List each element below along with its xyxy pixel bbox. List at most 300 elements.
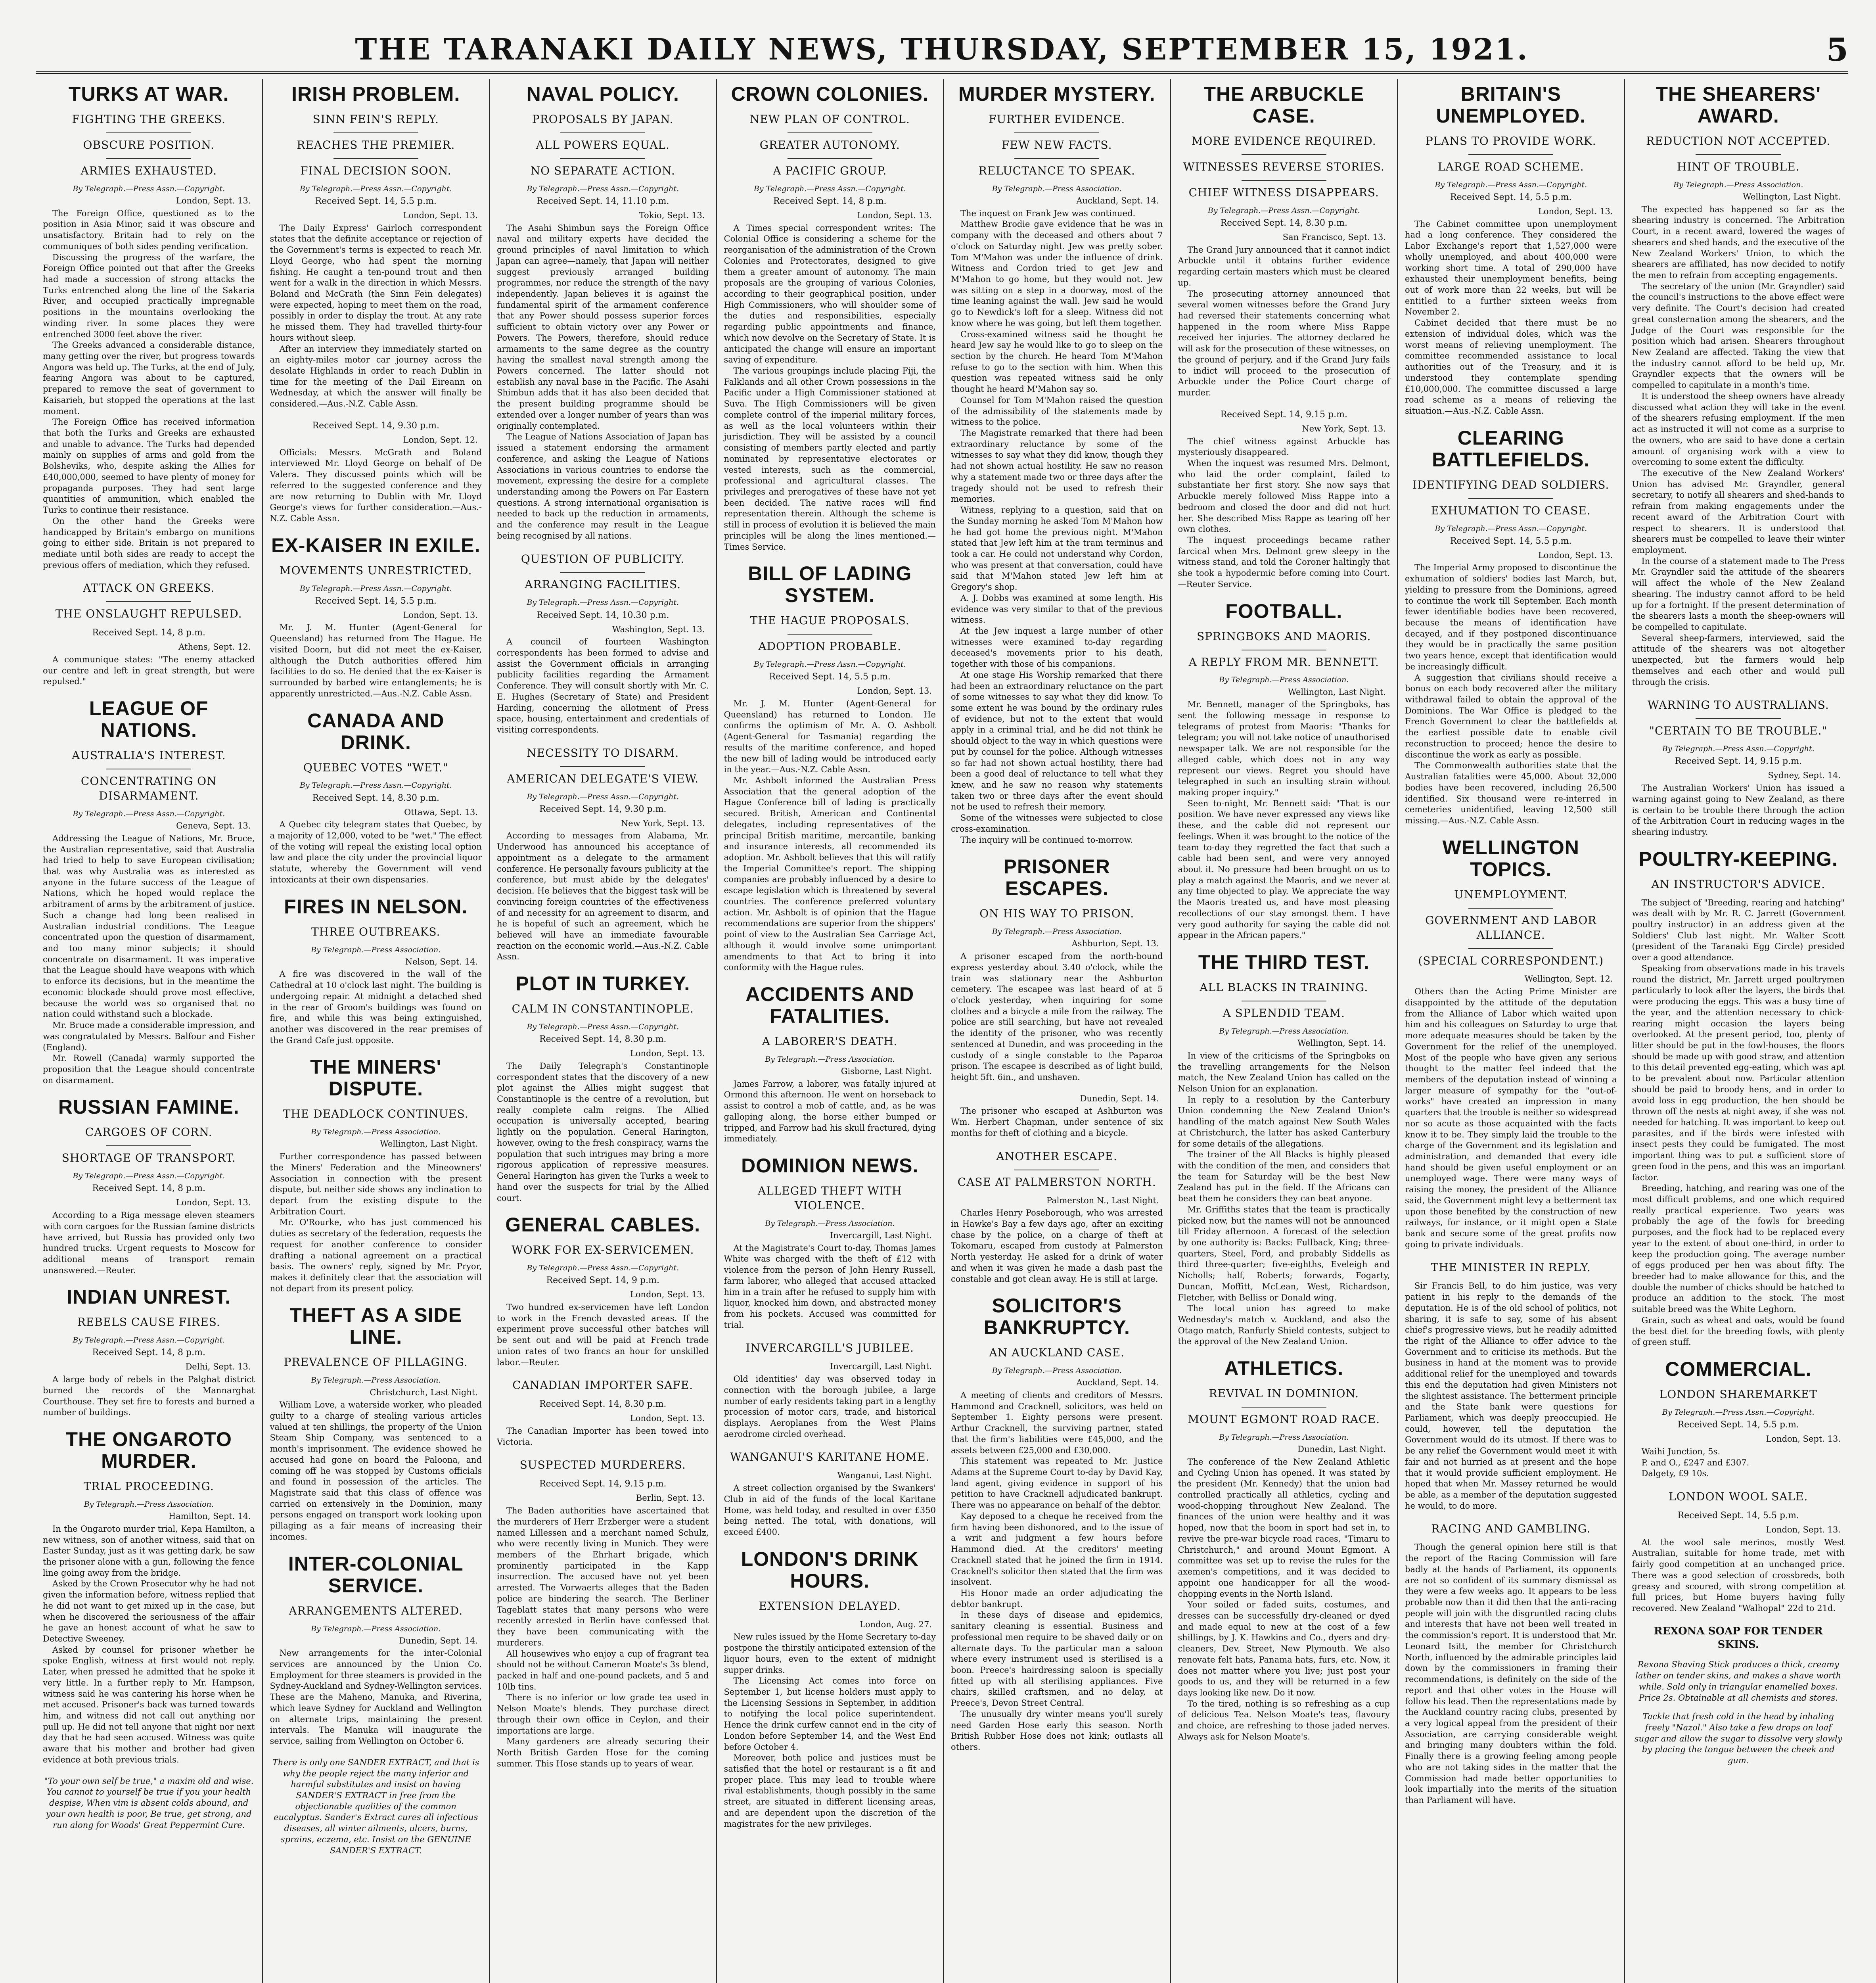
paragraph: A fire was discovered in the wall of the Cathedral at 10 o'clock last night. The building is undergoing repair. At midnight a detached shed in the rear of Groom's buildings was found on fire, and while this was being extinguished, another was discovered in the rear premises of the Grand Cafe just opposite. xyxy=(270,969,482,1045)
article-subheading: EXHUMATION TO CEASE. xyxy=(1431,504,1591,517)
article-subheading: MORE EVIDENCE REQUIRED. xyxy=(1191,134,1376,148)
received-time: Received Sept. 14, 5.5 p.m. xyxy=(1450,192,1572,202)
divider-rule xyxy=(106,1145,191,1146)
article-subheading: QUESTION OF PUBLICITY. xyxy=(521,552,685,566)
article xyxy=(724,83,936,552)
received-time: Received Sept. 14, 8 p.m. xyxy=(92,1183,205,1194)
paragraph: The executive of the New Zealand Workers' Union has advised Mr. Grayndler, general secretary, to notify all shearers and shed-hands to refrain from making engagements under the recent award of the Arbitration Court with respect to shearers. It is understood that shearers must be compelled to leave their winter employment. xyxy=(1632,468,1845,555)
dateline: Palmerston N., Last Night. xyxy=(1046,1195,1159,1205)
paragraph: According to messages from Alabama, Mr. Underwood has announced his acceptance of appointment as a delegate to the armament conference. He personally favours publicity at the conference, but must abide by the delegates' decision. He believes that the biggest task will be convincing foreign countries of the effectiveness of and necessity for an agreement to disarm, and he is hopeful of such an agreement, which he believed will have an immediate favourable reaction on the economic world.—Aus.-N.Z. Cable Assn. xyxy=(497,831,709,962)
paragraph: Your soiled or faded suits, costumes, and dresses can be successfully dry-cleaned or dyed and made equal to new at the cost of a few shillings, by J. K. Hawkins and Co., dyers and dry-cleaners, Dev. Street, New Plymouth. We also renovate felt hats, Panama hats, furs, etc. Now, it does not matter where you live; just post your goods to us, and they will be returned in a few days looking like new. Do it now. xyxy=(1178,1600,1390,1697)
article-subheading: NO SEPARATE ACTION. xyxy=(530,164,675,177)
wire-credit: By Telegraph.—Press Association. xyxy=(311,1376,441,1385)
wire-credit: By Telegraph.—Press Assn.—Copyright. xyxy=(527,792,679,801)
paragraph: Officials: Messrs. McGrath and Boland interviewed Mr. Lloyd George on behalf of De Valera. They discussed points which will be referred to the suggested conference and they are now returning to Dublin with Mr. Lloyd George's views for further consideration.—Aus.-N.Z. Cable Assn. xyxy=(270,447,482,523)
wire-credit: By Telegraph.—Press Association. xyxy=(311,1128,441,1137)
article-subheading: AMERICAN DELEGATE'S VIEW. xyxy=(507,772,699,785)
paragraph: In these days of disease and epidemics, sanitary cleaning is essential. Business and professional men require to be shaved daily or on alternate days. To the particular man a saloon where every instrument used is sterilised is a boon. Preece's hairdressing saloon is specially fitted up with all sterilising appliances. Five chairs, skilled craftsmen, and no delay, at Preece's, Devon Street Central. xyxy=(951,1610,1163,1708)
received-time: Received Sept. 14, 9.30 p.m. xyxy=(312,420,439,431)
paragraph: Seen to-night, Mr. Bennett said: "That is our position. We have never expressed any views like these, and the cable did not represent our feelings. When it was brought to the notice of the team to-day they regretted the fact that such a cable had been sent, and were very annoyed about it. No pressure had been brought on us to play a match against the Maoris, and we never at any time objected to play. We appreciate the way the Maoris treated us, and have most pleasing recollections of our stay amongst them. I have very good authority for saying the cable did not appear in the African papers." xyxy=(1178,798,1390,940)
article xyxy=(1405,83,1617,417)
dateline: Athens, Sept. 12. xyxy=(178,642,251,652)
divider-rule xyxy=(560,572,645,573)
paragraph: Mr. J. M. Hunter (Agent-General for Queensland) has returned to London. He confirms the optimism of Mr. A. O. Ashbolt (Agent-General for Tasmania) regarding the results of the maritime conference, and hoped the new bill of lading would be introduced early in the year.—Aus.-N.Z. Cable Assn. xyxy=(724,698,936,775)
article-headline: GENERAL CABLES. xyxy=(505,1214,701,1236)
dateline: London, Sept. 13. xyxy=(630,1413,705,1423)
received-time: Received Sept. 14, 8 p.m. xyxy=(92,1348,205,1358)
article-body xyxy=(1405,219,1617,417)
paragraph: In reply to a resolution by the Canterbury Union condemning the New Zealand Union's handling of the match against New South Wales at Christchurch, the latter has asked Canterbury for some details of the allegations. xyxy=(1178,1095,1390,1149)
divider-rule xyxy=(1696,154,1781,155)
article-headline: PRISONER ESCAPES. xyxy=(1003,855,1110,900)
dateline: Wanganui, Last Night. xyxy=(837,1471,932,1481)
paragraph: A Times special correspondent writes: The Colonial Office is considering a scheme for the reorganisation of the administration of the Crown Colonies and Protectorates, designed to give them a greater amount of autonomy. The main proposals are the grouping of various Colonies, according to their geographical position, under High Commissioners, who will shoulder some of the duties and responsibilities, especially regarding public appointments and finance, which now devolve on the Secretary of State. It is anticipated the change will ensure an important saving of expenditure. xyxy=(724,223,936,365)
wire-credit: By Telegraph.—Press Association. xyxy=(992,927,1122,936)
paragraph: The inquest on Frank Jew was continued. xyxy=(960,208,1136,218)
article-subheading: ARMIES EXHAUSTED. xyxy=(80,164,217,177)
article-subheading: ON HIS WAY TO PRISON. xyxy=(979,907,1134,921)
article-body xyxy=(1632,204,1845,688)
article-subheading: CONCENTRATING ON DISARMAMENT. xyxy=(80,775,217,803)
divider-rule xyxy=(106,601,191,602)
paragraph: The Cabinet committee upon unemployment had a long conference. They considered the Labor Exchange's report that 1,527,000 were wholly unemployed, and about 400,000 were working short time. A total of 290,000 have exhausted their unemployment benefits, being out of work more than 22 weeks, but will be entitled to a further sixteen weeks from November 2. xyxy=(1405,219,1617,317)
article-subheading: NECESSITY TO DISARM. xyxy=(527,746,679,759)
article-subheading: EXTENSION DELAYED. xyxy=(759,1599,901,1613)
paragraph: James Farrow, a laborer, was fatally injured at Ormond this afternoon. He went on horseback to assist to control a mob of cattle, and, as he was galloping along, the horse either bumped or tripped, and Farrow had his skull fractured, dying immediately. xyxy=(724,1079,936,1144)
paragraph: A council of fourteen Washington correspondents has been formed to advise and assist the Government officials in arranging publicity facilities regarding the Armament Conference. They will consult shortly with Mr. C. E. Hughes (Secretary of State) and President Harding, concerning the allotment of Press space, housing, entertainment and credentials of visiting correspondents. xyxy=(497,637,709,735)
divider-rule xyxy=(333,132,418,133)
article-subheading: CARGOES OF CORN. xyxy=(85,1126,213,1139)
article-subheading: NEW PLAN OF CONTROL. xyxy=(749,113,910,126)
article-subheading: CASE AT PALMERSTON NORTH. xyxy=(957,1175,1156,1189)
article xyxy=(270,535,482,700)
paragraph: Mr. Griffiths states that the team is practically picked now, but the names will not be announced till Friday afternoon. A forecast of the selection by one authority is: Backs: Fullback, King; three-quarters, Steel, Ford, and probably Siddells as third three-quarter; five-eighths, Eveleigh and Nicholls; half, Roberts; forwards, Fogarty, Duncan, Moffitt, McLean, West, Richardson, Fletcher, with Belliss or Donald wing. xyxy=(1178,1204,1390,1302)
article xyxy=(724,563,936,973)
paragraph: A street collection organised by the Swankers' Club in aid of the funds of the local Karitane Home, was held today, and resulted in over £350 being netted. The total, with donations, will exceed £400. xyxy=(724,1483,936,1537)
wire-credit: By Telegraph.—Press Assn.—Copyright. xyxy=(753,660,906,669)
paragraph: New rules issued by the Home Secretary to-day postpone the thirstily anticipated extension of the liquor hours, even to the extent of midnight supper drinks. xyxy=(724,1632,936,1675)
divider-rule xyxy=(1468,498,1553,499)
received-time: Received Sept. 14, 9.30 p.m. xyxy=(539,804,667,814)
article-body xyxy=(270,447,482,524)
article xyxy=(270,1056,482,1294)
article-subheading: RACING AND GAMBLING. xyxy=(1431,1522,1591,1536)
newspaper-title: THE TARANAKI DAILY NEWS, THURSDAY, SEPTEMBER 15, 1921. xyxy=(355,33,1529,67)
dateline: Nelson, Sept. 14. xyxy=(405,957,478,967)
wire-credit: By Telegraph.—Press Association. xyxy=(84,1500,214,1509)
article-body xyxy=(1632,783,1845,838)
wire-credit: By Telegraph.—Press Assn.—Copyright. xyxy=(299,781,452,790)
article xyxy=(951,1295,1163,1753)
article-body xyxy=(497,830,709,963)
article-subheading: LARGE ROAD SCHEME. xyxy=(1437,160,1584,173)
article-body xyxy=(43,1524,255,1766)
received-time: Received Sept. 14, 8.30 p.m. xyxy=(312,793,439,803)
article-body xyxy=(724,1632,936,1830)
article-body xyxy=(43,1374,255,1418)
paragraph: The Canadian Importer has been towed into Victoria. xyxy=(497,1426,709,1447)
article-body xyxy=(43,208,255,571)
advertisement: REXONA SOAP FOR TENDER SKINS. xyxy=(1654,1625,1823,1651)
advertisement: Rexona Shaving Stick produces a thick, creamy lather on tender skins, and makes a shave worth while. Sold only in triangular enamelled boxes. Price 2s. Obtainable at all chemists and stores. xyxy=(1635,1660,1842,1703)
article xyxy=(951,83,1163,846)
article xyxy=(43,83,255,571)
paragraph: Grain, such as wheat and oats, would be found the best diet for the breeding fowls, with plenty of green stuff. xyxy=(1632,1315,1845,1347)
article xyxy=(497,973,709,1204)
dateline: Invercargill, Last Night. xyxy=(830,1231,932,1240)
article xyxy=(1405,427,1617,827)
paragraph: The Commonwealth authorities state that the Australian fatalities were 45,000. About 32,000 bodies have been recovered, including 26,500 identified. Six thousand were re-interred in cemeteries unidentified, leaving 12,500 still missing.—Aus.-N.Z. Cable Assn. xyxy=(1405,761,1617,825)
column-1 xyxy=(36,79,263,1983)
article-headline: FOOTBALL. xyxy=(1225,600,1343,622)
article-subheading: FINAL DECISION SOON. xyxy=(300,164,452,177)
paragraph: William Love, a waterside worker, who pleaded guilty to a charge of stealing various articles valued at ten shillings, the property of the Union Steam Ship Company, was sentenced to a month's imprisonment. The evidence showed he accused had gone on board the Paloona, and coming off he was stopped by Customs officials and found in possession of the articles. The Magistrate said that this class of offence was carried on extensively in the Dominion, many persons engaged on transport work looking upon pillaging as a fair means of increasing their incomes. xyxy=(270,1400,482,1542)
paragraph: P. and O., £247 and £307. xyxy=(1641,1458,1750,1467)
advertisement: There is only one SANDER EXTRACT, and that is why the people reject the many inferior and harmful substitutes and insist on having SANDER'S EXTRACT in free from the objectionable qualities of the common eucalyptus. Sander's Extract cures all infectious diseases, all winter ailments, ulcers, burns, sprains, eczema, etc. Insist on the GENUINE SANDER'S EXTRACT. xyxy=(272,1757,479,1855)
dateline: Dunedin, Sept. 14. xyxy=(399,1636,478,1645)
paragraph: A communique states: "The enemy attacked our centre and left in great strength, but were repulsed." xyxy=(43,655,255,687)
paragraph: Mr. Bruce made a considerable impression, and was congratulated by Messrs. Balfour and Fisher (England). xyxy=(43,1020,255,1052)
paragraph: Dalgety, £9 10s. xyxy=(1641,1469,1709,1479)
article-headline: LONDON'S DRINK HOURS. xyxy=(741,1548,919,1592)
wire-credit: By Telegraph.—Press Association. xyxy=(1219,675,1349,685)
paragraph: A. J. Dobbs was examined at some length. His evidence was very similar to that of the previous witness. xyxy=(951,593,1163,625)
dateline: London, Sept. 13. xyxy=(630,1049,705,1059)
article-subheading: CANADIAN IMPORTER SAFE. xyxy=(512,1379,694,1392)
divider-rule xyxy=(560,158,645,159)
article-headline: BILL OF LADING SYSTEM. xyxy=(748,562,912,607)
article xyxy=(1632,848,1845,1348)
paragraph: The conference of the New Zealand Athletic and Cycling Union has opened. It was stated by the president (Mr. Kennedy) that the union had controlled practically all athletics, cycling and wood-chopping throughout New Zealand. The finances of the union were healthy and it was hoped, now that the boom in sport had set in, to revive the pre-war bicycle road races, "Timaru to Christchurch," and around Mount Egmont. A committee was set up to revise the rules for the axemen's competitions, and it was decided to appoint one handicapper for all the wood-chopping events in the North Island. xyxy=(1178,1457,1390,1599)
paragraph: There is no inferior or low grade tea used in Nelson Moate's blends. They purchase direct through their own office in Ceylon, and their importations are large. xyxy=(497,1693,709,1736)
article xyxy=(724,984,936,1145)
paragraph: Old identities' day was observed today in connection with the borough jubilee, a large number of early residents taking part in a lengthy procession of motor cars, trade, and historical displays. Aeroplanes from the West Plains aerodrome circled overhead. xyxy=(724,1374,936,1439)
article-subheading: ADOPTION PROBABLE. xyxy=(758,640,902,653)
article-body xyxy=(724,698,936,973)
article-subheading: ALL BLACKS IN TRAINING. xyxy=(1200,981,1368,994)
article-subheading: A LABORER'S DEATH. xyxy=(762,1034,898,1048)
article-body xyxy=(1178,699,1390,941)
wire-credit: By Telegraph.—Press Association. xyxy=(765,1219,895,1228)
article xyxy=(1632,698,1845,838)
article-headline: CLEARING BATTLEFIELDS. xyxy=(1432,426,1590,471)
article-subheading: MOVEMENTS UNRESTRICTED. xyxy=(279,564,472,577)
paragraph: Speaking from observations made in his travels round the district, Mr. Jarrett urged poultrymen particularly to look after the layers, the birds that were producing the eggs. This was a busy time of the year, and the attention necessary to chick-rearing might occasion the layers being overlooked. At the present period, too, plenty of litter should be put in the fowl-houses, the floors should be made up with good straw, and attention to this detail prevented egg-eating, which was apt to be prevalent about now. Particular attention should be paid to broody hens, and in order to avoid loss in egg production, the hen should be thrown off the nests at night away, if she was not needed for hatching. It was important to keep out parasites, and if the birds were infested with insect pests they could be fumigated. The most important thing was to put a sufficient store of green food in the pens, and this was an important factor. xyxy=(1632,963,1845,1182)
article xyxy=(497,1458,709,1769)
article-subheading: REACHES THE PREMIER. xyxy=(297,138,455,152)
paragraph: The prosecuting attorney announced that several women witnesses before the Grand Jury had reversed their statements concerning what happened in the room where Miss Rappe received her injuries. The attorney declared he will ask for the prosecution of these witnesses, on the ground of perjury, and if the Grand Jury fails to indict will proceed to the prosecution of Arbuckle under the Police Court charge of murder. xyxy=(1178,289,1390,398)
article-subheading: WANGANUI'S KARITANE HOME. xyxy=(730,1450,930,1464)
columns-container xyxy=(36,79,1852,1983)
article-body xyxy=(270,223,482,410)
article-subheading: A SPLENDID TEAM. xyxy=(1223,1007,1345,1020)
article-body xyxy=(43,833,255,1086)
paragraph: Mr. J. M. Hunter (Agent-General for Queensland) has returned from The Hague. He visited Doorn, but did not meet the ex-Kaiser, although the Dutch authorities offered him facilities to do so. He denied that the ex-Kaiser is surrounded by barbed wire entanglements; he is apparently unrestricted.—Aus.-N.Z. Cable Assn. xyxy=(270,623,482,698)
paragraph: The Greeks advanced a considerable distance, many getting over the river, but progress towards Angora was held up. The Turks, at the end of July, fearing Angora was about to be captured, prepared to remove the seat of government to Kaisarieh, but stopped the operations at the last moment. xyxy=(43,340,255,416)
paragraph: The trainer of the All Blacks is highly pleased with the condition of the men, and considers that the team for Saturday will be the best New Zealand has put in the field. If the Africans can beat them he considers they can beat anyone. xyxy=(1178,1150,1390,1204)
article-subheading: PREVALENCE OF PILLAGING. xyxy=(284,1356,468,1369)
paragraph: All housewives who enjoy a cup of fragrant tea should not be without Cameron Moate's 3s blend, packed in half and one-pound packets, and 5 and 10lb tins. xyxy=(497,1649,709,1691)
divider-rule xyxy=(1468,908,1553,909)
article-subheading: TRIAL PROCEEDING. xyxy=(83,1480,214,1493)
article-body xyxy=(951,208,1163,846)
article-headline: EX-KAISER IN EXILE. xyxy=(271,534,481,556)
paragraph: On the other hand the Greeks were handicapped by Britain's embargo on munitions going to either side. Britain is not prepared to mediate until both sides are ready to accept the previous offers of mediation, which they refused. xyxy=(43,516,255,570)
received-time: Received Sept. 14, 8.30 p.m. xyxy=(539,1034,667,1045)
article xyxy=(497,746,709,963)
article-body xyxy=(43,1210,255,1276)
dateline: Ottawa, Sept. 13. xyxy=(404,807,478,817)
article xyxy=(1178,951,1390,1347)
received-time: Received Sept. 14, 9 p.m. xyxy=(546,1275,659,1286)
paragraph: Witness, replying to a question, said that on the Sunday morning he asked Tom M'Mahon how he had got home the previous night. M'Mahon stated that Jew left him at the tram terminus and took a car. He could not understand why Cordon, who was present at that conversation, could have said that M'Mahon stated Jew left him at Gregory's shop. xyxy=(951,505,1163,592)
article xyxy=(1632,1490,1845,1614)
article xyxy=(724,1450,936,1538)
column-5 xyxy=(944,79,1171,1983)
article xyxy=(270,420,482,524)
article xyxy=(1405,1260,1617,1511)
article-headline: THE MINERS' DISPUTE. xyxy=(310,1056,442,1100)
article-subheading: WITNESSES REVERSE STORIES. xyxy=(1183,160,1385,173)
article-subheading: (SPECIAL CORRESPONDENT.) xyxy=(1418,954,1604,967)
article-subheading: THE MINISTER IN REPLY. xyxy=(1431,1261,1591,1274)
paragraph: Discussing the progress of the warfare, the Foreign Office pointed out that after the Greeks had made a succession of strong attacks the Turks entrenched along the line of the Sakaria River, and occupied practically impregnable positions in the mountains overlooking the winding river. In some places they were entrenched 3000 feet above the river. xyxy=(43,252,255,339)
dateline: Dunedin, Sept. 14. xyxy=(1080,1093,1159,1103)
paragraph: Mr. Ashbolt informed the Australian Press Association that the general adoption of the Hague Conference bill of lading is practically secured. British, American and Continental delegates, including representatives of the principal British maritime, mercantile, banking and insurance interests, all recommended its adoption. Mr. Ashbolt believes that this will ratify the Imperial Committee's report. The shipping companies are probably influenced by a desire to escape legislation which is threatened by several countries. The conference preferred voluntary action. Mr. Ashbolt is of opinion that the Hague recommendations are superior from the shippers' point of view to the Australian Sea Carriage Act, although it would involve some unimportant amendments to that Act to bring it into conformity with the Hague rules. xyxy=(724,776,936,972)
article-body xyxy=(1632,1537,1845,1614)
wire-credit: By Telegraph.—Press Assn.—Copyright. xyxy=(1662,744,1815,754)
paragraph: New arrangements for the inter-Colonial services are announced by the Union Co. Employment for three steamers is provided in the Sydney-Auckland and Sydney-Wellington services. These are the Maheno, Manuka, and Riverina, which leave Sydney for Auckland and Wellington on alternate trips, maintaining the present intervals. The Manuka will inaugurate the service, sailing from Wellington on October 6. xyxy=(270,1648,482,1746)
divider-rule xyxy=(1242,1407,1326,1408)
paragraph: The Licensing Act comes into force on September 1, but license holders must apply to the Licensing Sessions in September, in addition to notifying the local police superintendent. Hence the drink curfew cannot end in the city of London before September 14, and the West End before October 4. xyxy=(724,1676,936,1752)
paragraph: Cross-examined witness said he thought he heard Jew say he would like to go to sleep on the section by the church. He heard Tom M'Mahon refuse to go to the section with him. When this question was repeated witness said he only thought he heard M'Mahon say so. xyxy=(951,329,1163,394)
article-headline: NAVAL POLICY. xyxy=(526,83,679,105)
paragraph: Two hundred ex-servicemen have left London to work in the French devasted areas. If the experiment prove successful other batches will be sent out and will be paid at French trade union rates of two francs an hour for unskilled labor.—Reuter. xyxy=(497,1302,709,1367)
dateline: Auckland, Sept. 14. xyxy=(1076,196,1159,205)
wire-credit: By Telegraph.—Press Association. xyxy=(311,945,441,954)
paragraph: The inquiry will be continued to-morrow. xyxy=(960,835,1133,845)
wire-credit: By Telegraph.—Press Assn.—Copyright. xyxy=(1662,1408,1815,1417)
paragraph: Counsel for Tom M'Mahon raised the question of the admissibility of the statements made by witness to the police. xyxy=(951,395,1163,427)
article-headline: INDIAN UNREST. xyxy=(67,1286,231,1308)
dateline: Gisborne, Last Night. xyxy=(841,1066,932,1076)
wire-credit: By Telegraph.—Press Association. xyxy=(765,1055,895,1064)
paragraph: In view of the criticisms of the Springboks on the travelling arrangements for the Nelson match, the New Zealand Union has called on the Nelson Union for an explanation. xyxy=(1178,1051,1390,1093)
paragraph: When the inquest was resumed Mrs. Delmont, who laid the order complaint, failed to substantiate her first story. She now says that Arbuckle merely followed Miss Rappe into a bedroom and closed the door and did not hurt her. She described Miss Rappe as tearing off her own clothes. xyxy=(1178,458,1390,534)
article-body xyxy=(270,819,482,885)
article-subheading: PROPOSALS BY JAPAN. xyxy=(532,113,674,126)
article-body xyxy=(270,1151,482,1294)
wire-credit: By Telegraph.—Press Assn.—Copyright. xyxy=(299,184,452,193)
article-subheading: CALM IN CONSTANTINOPLE. xyxy=(512,1002,694,1016)
dateline: Hamilton, Sept. 14. xyxy=(168,1511,251,1521)
article-headline: PLOT IN TURKEY. xyxy=(515,972,690,995)
article-headline: THE ONGAROTO MURDER. xyxy=(65,1428,232,1473)
divider-rule xyxy=(1014,158,1099,159)
article xyxy=(497,83,709,542)
wire-credit: By Telegraph.—Press Assn.—Copyright. xyxy=(753,184,906,193)
article-subheading: WARNING TO AUSTRALIANS. xyxy=(1647,698,1829,712)
article-headline: BRITAIN'S UNEMPLOYED. xyxy=(1436,83,1586,127)
paragraph: Charles Henry Poseborough, who was arrested in Hawke's Bay a few days ago, after an exciting chase by the police, on a charge of theft at Tokomaru, escaped from custody at Palmerston North yesterday. He asked for a drink of water and when it was given he made a dash past the constable and got clean away. He is still at large. xyxy=(951,1208,1163,1284)
article-headline: CANADA AND DRINK. xyxy=(307,709,445,754)
article-headline: COMMERCIAL. xyxy=(1665,1358,1812,1381)
paragraph: Breeding, hatching, and rearing was one of the most difficult problems, and one which required really practical experience. Two years was probably the age of the fowls for breeding purposes, and the flock had to be replaced every year to the extent of about one-third, in order to keep the production going. The average number of eggs produced per hen was about fifty. The breeder had to make allowance for this, and the double the number of chicks should be hatched to produce an addition to the stock. The most suitable breed was the White Leghorn. xyxy=(1632,1183,1845,1314)
article-body xyxy=(724,1243,936,1331)
article xyxy=(43,581,255,687)
article-body xyxy=(270,969,482,1046)
wire-credit: By Telegraph.—Press Association. xyxy=(992,184,1122,193)
paragraph: At the Magistrate's Court to-day, Thomas James White was charged with the theft of £12 with violence from the person of John Henry Russell, farm laborer, who alleged that accused attacked him in a train after he refused to supply him with liquor, knocked him down, and abstracted money from his pockets. Accused was committed for trial. xyxy=(724,1243,936,1330)
paragraph: Cabinet decided that there must be no extension of individual doles, which was the worst means of relieving unemployment. The committee recommended assistance to local authorities out of the Treasury, and it is understood they contemplate spending £10,000,000. The committee discussed a large road scheme as a means of relieving the situation.—Aus.-N.Z. Cable Assn. xyxy=(1405,318,1617,416)
dateline: Dunedin, Last Night. xyxy=(1297,1444,1386,1454)
article-body xyxy=(951,1390,1163,1753)
article-subheading: REBELS CAUSE FIRES. xyxy=(77,1316,220,1329)
paragraph: A meeting of clients and creditors of Messrs. Hammond and Cracknell, solicitors, was held on September 1. Eighty persons were present. Arthur Cracknell, the surviving partner, stated that the firm's liabilities were £45,000, and the assets between £25,000 and £30,000. xyxy=(951,1390,1163,1455)
dateline: London, Sept. 13. xyxy=(403,610,478,620)
dateline: Auckland, Sept. 14. xyxy=(1076,1378,1159,1388)
article-subheading: THE ONSLAUGHT REPULSED. xyxy=(55,607,242,621)
article xyxy=(1178,600,1390,942)
wire-credit: By Telegraph.—Press Association. xyxy=(992,1366,1122,1375)
article xyxy=(1632,1358,1845,1479)
article-body xyxy=(270,622,482,699)
received-time: Received Sept. 14, 8.30 p.m. xyxy=(1220,218,1347,228)
article-headline: TURKS AT WAR. xyxy=(68,83,229,105)
wire-credit: By Telegraph.—Press Assn.—Copyright. xyxy=(1435,524,1587,533)
dateline: Wellington, Sept. 14. xyxy=(1297,1038,1386,1048)
article-subheading: UNEMPLOYMENT. xyxy=(1454,888,1568,901)
article-subheading: AN INSTRUCTOR'S ADVICE. xyxy=(1651,877,1826,891)
received-time: Received Sept. 14, 9.15 p.m. xyxy=(1220,409,1347,420)
article-body xyxy=(497,1426,709,1448)
divider-rule xyxy=(1242,154,1326,155)
paragraph: After an interview they immediately started on an eighty-miles motor car journey across the desolate Highlands in order to reach Dublin in time for the meeting of the Dail Eireann on Wednesday, at which the answer will finally be considered.—Aus.-N.Z. Cable Assn. xyxy=(270,344,482,409)
article-subheading: LONDON WOOL SALE. xyxy=(1669,1490,1808,1504)
article-body xyxy=(724,223,936,553)
received-time: Received Sept. 14, 5.5 p.m. xyxy=(1450,536,1572,546)
received-time: Received Sept. 14, 8 p.m. xyxy=(92,628,205,638)
article xyxy=(270,896,482,1046)
article-headline: CROWN COLONIES. xyxy=(731,83,929,105)
divider-rule xyxy=(560,132,645,133)
article-subheading: SUSPECTED MURDERERS. xyxy=(519,1458,686,1472)
dateline: Tokio, Sept. 13. xyxy=(639,210,705,220)
article-body xyxy=(43,654,255,687)
article-headline: RUSSIAN FAMINE. xyxy=(58,1096,240,1118)
article-subheading: OBSCURE POSITION. xyxy=(83,138,215,152)
article-body xyxy=(951,951,1163,1083)
article-body xyxy=(497,1061,709,1204)
column-6 xyxy=(1171,79,1398,1983)
article-body xyxy=(497,223,709,542)
article-body xyxy=(724,1079,936,1145)
article-headline: WELLINGTON TOPICS. xyxy=(1442,836,1579,880)
article xyxy=(951,1149,1163,1285)
paragraph: Kay deposed to a cheque he received from the firm having been dishonored, and to the issue of a writ and judgment a few hours before Hammond died. At the creditors' meeting Cracknell stated that he joined the firm in 1914. Cracknell's solicitor then stated that the firm was insolvent. xyxy=(951,1511,1163,1587)
article-subheading: IDENTIFYING DEAD SOLDIERS. xyxy=(1412,478,1610,491)
article-subheading: CHIEF WITNESS DISAPPEARS. xyxy=(1188,186,1379,199)
article xyxy=(270,1304,482,1542)
paragraph: Some of the witnesses were subjected to close cross-examination. xyxy=(951,813,1163,834)
wire-credit: By Telegraph.—Press Assn.—Copyright. xyxy=(73,809,225,819)
dateline: London, Aug. 27. xyxy=(860,1619,932,1629)
article-subheading: ARRANGEMENTS ALTERED. xyxy=(289,1604,463,1617)
article-subheading: A REPLY FROM MR. BENNETT. xyxy=(1188,655,1379,669)
received-time: Received Sept. 14, 9.15 p.m. xyxy=(539,1479,667,1489)
dateline: London, Sept. 13. xyxy=(1538,207,1613,217)
article xyxy=(270,1553,482,1747)
article-body xyxy=(724,1483,936,1538)
received-time: Received Sept. 14, 5.5 p.m. xyxy=(1677,1420,1799,1430)
paragraph: The inquest proceedings became rather farcical when Mrs. Delmont grew sleepy in the witness stand, and told the Coroner haltingly that she took a hypodermic before coming into Court.—Reuter Service. xyxy=(1178,535,1390,589)
paragraph: Asked by the Crown Prosecutor why he had not given the information before, witness replied that he did not want to get mixed up in the case, but when he discovered the seriousness of the affair he gave an honest account of what he saw to Detective Sweeney. xyxy=(43,1579,255,1644)
dateline: New York, Sept. 13. xyxy=(1302,424,1386,433)
dateline: Wellington, Last Night. xyxy=(1288,687,1386,697)
paragraph: The Foreign Office has received information that both the Turks and Greeks are exhausted and unable to advance. The Turks had depended mainly on supplies of arms and gold from the Bolsheviks, who, despite asking the Allies for £40,000,000, seemed to have plenty of money for propaganda purposes. They had sent large quantities of ammunition, which enabled the Turks to continue their resistance. xyxy=(43,417,255,515)
article-subheading: AN AUCKLAND CASE. xyxy=(989,1346,1125,1360)
dateline: Wellington, Last Night. xyxy=(1743,192,1841,201)
paragraph: Further correspondence has passed between the Miners' Federation and the Mineowners' Association in connection with the present dispute, but neither side shows any inclination to depart from the existing dispute to the Arbitration Court. xyxy=(270,1152,482,1216)
article-body xyxy=(1178,1457,1390,1743)
article-subheading: FURTHER EVIDENCE. xyxy=(989,113,1125,126)
article xyxy=(1405,1522,1617,1806)
paragraph: The Daily Express' Gairloch correspondent states that the definite acceptance or rejection of the Government's terms is expected to reach Mr. Lloyd George, who had spent the morning fishing. He caught a ten-pound trout and then went for a walk in the direction in which Messrs. Boland and McGrath (the Sinn Fein delegates) were expected, hoping to meet them on the road, possibly in order to display the trout. At any rate he missed them. They had travelled thirty-four hours without sleep. xyxy=(270,223,482,343)
article-subheading: REDUCTION NOT ACCEPTED. xyxy=(1646,134,1831,148)
paragraph: Mr. O'Rourke, who has just commenced his duties as secretary of the federation, requests the request for another conference to consider drafting a national agreement on a practical basis. The owners' reply, signed by Mr. Pryor, makes it definitely clear that the association will not depart from its present policy. xyxy=(270,1218,482,1293)
article-headline: POULTRY-KEEPING. xyxy=(1638,848,1838,870)
dateline: London, Sept. 13. xyxy=(1538,550,1613,560)
paragraph: This statement was repeated to Mr. Justice Adams at the Supreme Court to-day by David Kay, land agent, giving evidence in support of his petition to have Cracknell adjudicated bankrupt. There was no appearance on behalf of the debtor. xyxy=(951,1456,1163,1510)
article-headline: THE SHEARERS' AWARD. xyxy=(1656,83,1821,127)
divider-rule xyxy=(333,158,418,159)
paragraph: The Magistrate remarked that there had been extraordinary reluctance by some of the witnesses to say what they did know, though they had not shown actual hostility. He saw no reason why a statement made two or three days after the tragedy should not be used to refresh their memories. xyxy=(951,428,1163,504)
article-body xyxy=(1178,436,1390,590)
article-body xyxy=(497,637,709,735)
article-subheading: REVIVAL IN DOMINION. xyxy=(1209,1387,1359,1400)
paragraph: The Australian Workers' Union has issued a warning against going to New Zealand, as there is certain to be trouble there through the action of the Arbitration Court in reducing wages in the shearing industry. xyxy=(1632,783,1845,837)
paragraph: The unusually dry winter means you'll surely need Garden Hose early this season. North British Rubber Hose does not kink; outlasts all others. xyxy=(951,1709,1163,1752)
column-3 xyxy=(490,79,717,1983)
dateline: Berlin, Sept. 13. xyxy=(636,1493,705,1503)
paragraph: A Quebec city telegram states that Quebec, by a majority of 12,000, voted to be "wet." The effect of the voting will repeal the existing local option law and place the city under the provincial liquor statute, whereby the Government will vend intoxicants at their own dispensaries. xyxy=(270,820,482,884)
paragraph: A large body of rebels in the Palghat district burned the records of the Mannarghat Courthouse. They set fire to forests and burned a number of buildings. xyxy=(43,1375,255,1417)
article-body xyxy=(1632,1446,1845,1479)
dateline: San Francisco, Sept. 13. xyxy=(1282,232,1386,242)
divider-rule xyxy=(560,766,645,767)
divider-rule xyxy=(788,634,872,635)
wire-credit: By Telegraph.—Press Assn.—Copyright. xyxy=(527,598,679,607)
wire-credit: By Telegraph.—Press Association. xyxy=(1673,180,1803,189)
article-body xyxy=(497,1505,709,1769)
dateline: New York, Sept. 13. xyxy=(621,818,705,828)
divider-rule xyxy=(788,132,872,133)
paragraph: The Foreign Office, questioned as to the position in Asia Minor, said it was obscure and unsatisfactory. Britain had to rely on the communiques of both sides pending verification. xyxy=(43,208,255,251)
article xyxy=(951,856,1163,1083)
article-headline: THE ARBUCKLE CASE. xyxy=(1203,83,1364,127)
wire-credit: By Telegraph.—Press Assn.—Copyright. xyxy=(73,1336,225,1345)
article-subheading: ARRANGING FACILITIES. xyxy=(525,578,681,591)
article-body xyxy=(1632,898,1845,1348)
paragraph: The expected has happened so far as the shearing industry is concerned. The Arbitration Court, in a recent award, lowered the wages of shearers and shed hands, and the executive of the New Zealand Workers' Union, to which the shearers are affiliated, has now decided to notify the men to refrain from accepting engagements. xyxy=(1632,204,1845,280)
article-headline: IRISH PROBLEM. xyxy=(291,83,460,105)
article xyxy=(497,1378,709,1448)
column-2 xyxy=(263,79,490,1983)
received-time: Received Sept. 14, 8 p.m. xyxy=(773,196,887,206)
paragraph: The subject of "Breeding, rearing and hatching" was dealt with by Mr. R. C. Jarrett (Government poultry instructor) in an address given at the Soldiers' Club last night. Mr. Walter Scott (president of the Taranaki Egg Circle) presided over a good attendance. xyxy=(1632,898,1845,963)
wire-credit: By Telegraph.—Press Association. xyxy=(1219,1026,1349,1036)
article-headline: FIRES IN NELSON. xyxy=(284,895,468,918)
